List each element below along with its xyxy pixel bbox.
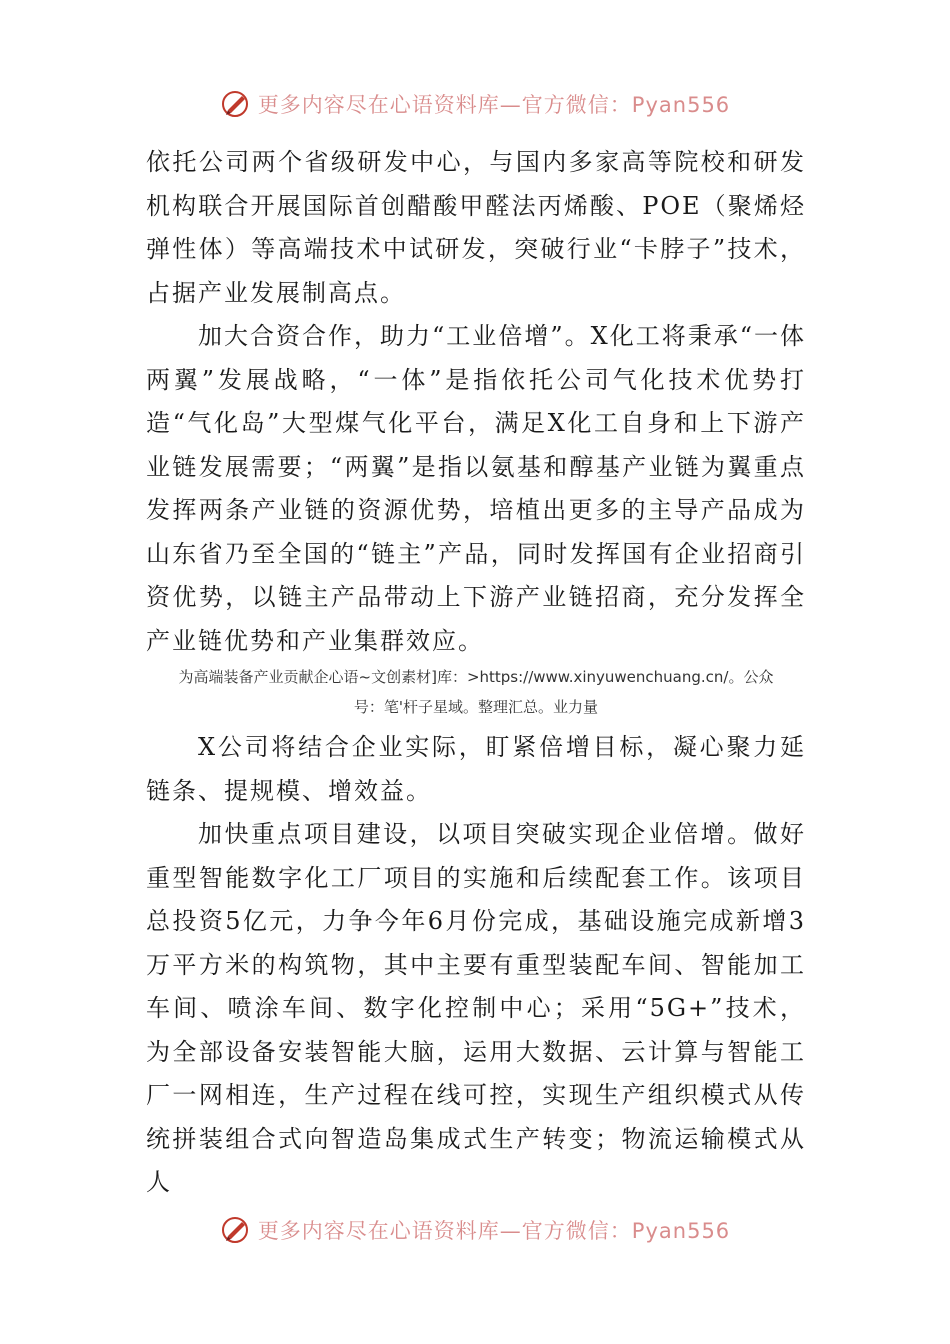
watermark-note-line-2: 号：笔'杆子星域。整理汇总。业力量	[353, 698, 599, 716]
footer-banner	[0, 1210, 950, 1250]
paragraph-4: 加快重点项目建设，以项目突破实现企业倍增。做好重型智能数字化工厂项目的实施和后续配套工作。该项目总投资5亿元，力争今年6月份完成，基础设施完成新增3万平方米的构筑物，其中主要有重型装配车间、智能加工车间、喷涂车间、数字化控制中心；采用“5G+”技术，为全部设备安装智能大脑，运用大数据、云计算与智能工厂一网相连，生产过程在线可控，实现生产组织模式从传统拼装组合式向智造岛集成式生产转变；物流运输模式从人	[146, 820, 806, 1196]
footer-banner-text: 更多内容尽在心语资料库—官方微信：Pyan556	[257, 1219, 731, 1243]
watermark-note	[146, 662, 806, 722]
watermark-note-line-1: 为高端装备产业贡献企心语~文创素材]库：>https://www.xinyuwenchuang.cn/。公众	[178, 668, 774, 686]
paragraph-2: 加大合资合作，助力“工业倍增”。X化工将秉承“一体两翼”发展战略，“一体”是指依托公司气化技术优势打造“气化岛”大型煤气化平台，满足X化工自身和上下游产业链发展需要；“两翼”是指以氨基和醇基产业链为翼重点发挥两条产业链的资源优势，培植出更多的主导产品成为山东省乃至全国的“链主”产品，同时发挥国有企业招商引资优势，以链主产品带动上下游产业链招商，充分发挥全产业链优势和产业集群效应。	[146, 322, 806, 655]
header-banner-text: 更多内容尽在心语资料库—官方微信：Pyan556	[257, 93, 731, 117]
pen-logo-icon	[220, 1214, 252, 1246]
paragraph-1: 依托公司两个省级研发中心，与国内多家高等院校和研发机构联合开展国际首创醋酸甲醛法丙烯酸、POE（聚烯烃弹性体）等高端技术中试研发，突破行业“卡脖子”技术，占据产业发展制高点。	[146, 148, 806, 307]
pen-logo-icon	[220, 88, 252, 120]
header-banner	[0, 84, 950, 124]
paragraph-3: X公司将结合企业实际，盯紧倍增目标，凝心聚力延链条、提规模、增效益。	[146, 733, 806, 805]
